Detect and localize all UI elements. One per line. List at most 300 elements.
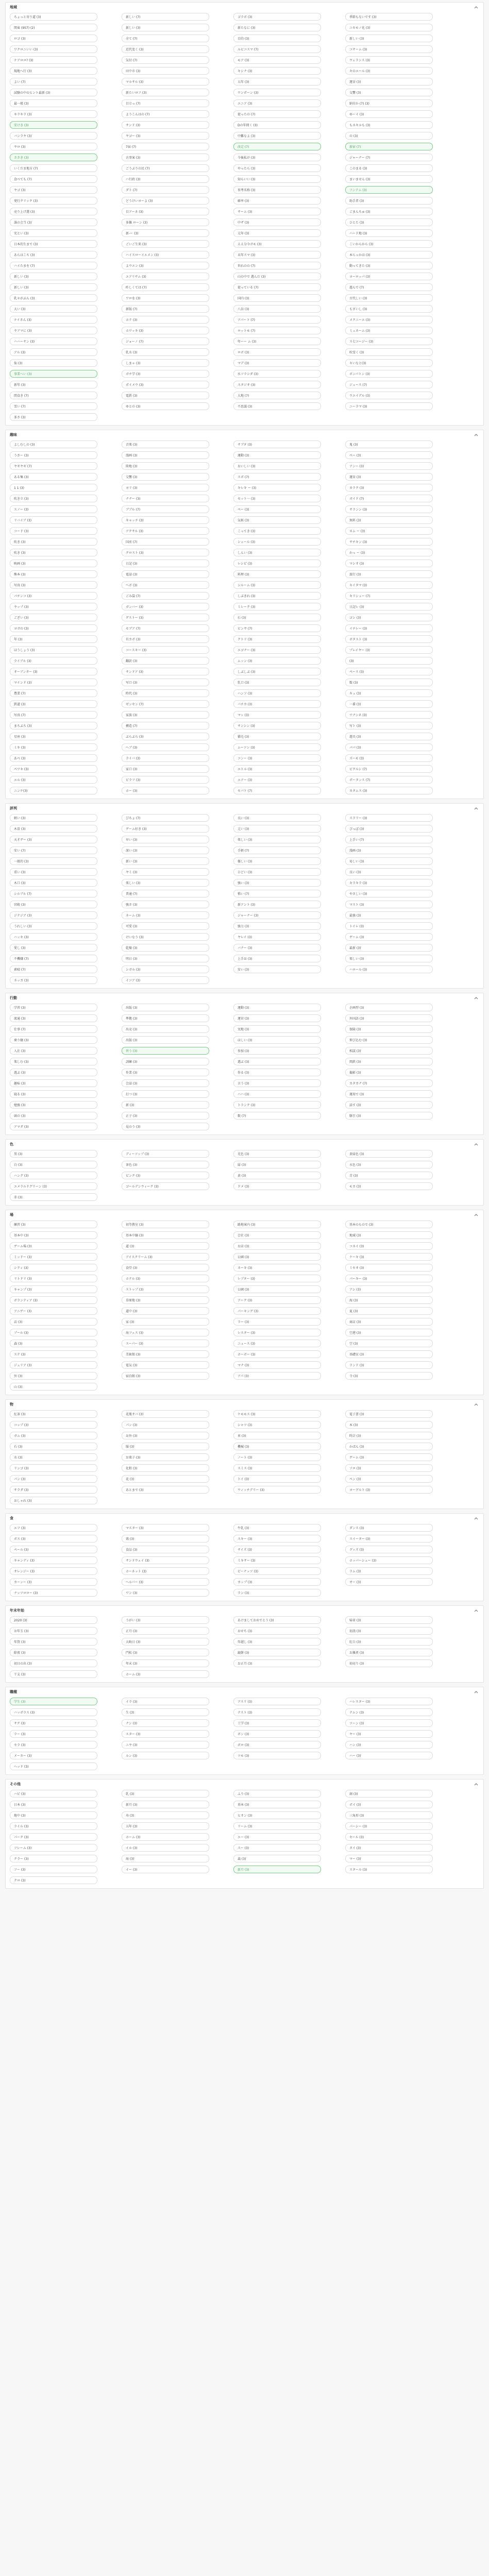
tag-chip[interactable]: うれしい (3) bbox=[10, 922, 97, 930]
tag-chip[interactable]: ロボ (3) bbox=[233, 348, 321, 356]
tag-chip[interactable]: ガチ学 (3) bbox=[122, 370, 209, 378]
tag-chip[interactable]: ニンケ(3) bbox=[10, 787, 97, 794]
tag-chip[interactable]: 森 (3) bbox=[10, 1340, 97, 1347]
tag-chip[interactable]: 使っている (7) bbox=[233, 283, 321, 291]
tag-chip[interactable]: 除夜 (3) bbox=[10, 1649, 97, 1656]
tag-chip[interactable]: 雪い (7) bbox=[10, 402, 97, 410]
tag-chip[interactable]: リンゴ (3) bbox=[10, 1464, 97, 1472]
tag-chip[interactable]: 天才ゲー (3) bbox=[10, 836, 97, 843]
tag-chip[interactable]: 電話 (3) bbox=[122, 570, 209, 578]
tag-chip[interactable]: 手軽 (7) bbox=[233, 846, 321, 854]
tag-chip[interactable]: ネッカ (3) bbox=[10, 976, 97, 984]
tag-chip[interactable]: ヤー (3) bbox=[345, 1730, 433, 1738]
tag-chip[interactable]: マー (3) bbox=[345, 1855, 433, 1862]
tag-chip[interactable]: ゲーム好き (3) bbox=[122, 825, 209, 833]
tag-chip[interactable]: 重い (3) bbox=[10, 868, 97, 876]
tag-chip[interactable]: 上手お (3) bbox=[233, 955, 321, 962]
tag-chip[interactable]: お菓子 (3) bbox=[122, 1453, 209, 1461]
tag-chip[interactable]: コネイ (3) bbox=[345, 1242, 433, 1250]
tag-chip[interactable]: 初日の出 (3) bbox=[10, 1659, 97, 1667]
tag-chip[interactable]: ハロール (3) bbox=[345, 965, 433, 973]
tag-chip[interactable]: ヘルバー (3) bbox=[122, 1578, 209, 1586]
tag-chip[interactable]: ゴラボ (3) bbox=[233, 13, 321, 21]
tag-chip[interactable]: 頭の (3) bbox=[10, 1112, 97, 1120]
tag-chip[interactable]: エニア (3) bbox=[233, 99, 321, 107]
tag-chip[interactable]: 訓練 (3) bbox=[122, 1058, 209, 1065]
tag-chip[interactable]: リバイブ (3) bbox=[10, 516, 97, 524]
tag-chip[interactable]: スラリー (3) bbox=[345, 814, 433, 822]
tag-chip[interactable]: 道中 (3) bbox=[122, 1307, 209, 1315]
tag-chip[interactable]: キラキラ (3) bbox=[10, 110, 97, 118]
tag-chip[interactable]: ちょっと寄り道 (3) bbox=[10, 13, 97, 21]
tag-chip[interactable]: キラキラ (3) bbox=[345, 879, 433, 887]
tag-chip[interactable]: ス七コージー (3) bbox=[345, 337, 433, 345]
tag-chip[interactable]: 2020 (3) bbox=[10, 1616, 97, 1624]
tag-chip[interactable]: ジュース (7) bbox=[345, 381, 433, 388]
tag-chip[interactable]: 流通 (3) bbox=[10, 1014, 97, 1022]
tag-chip[interactable]: 多雑 ローン (3) bbox=[122, 218, 209, 226]
tag-chip[interactable]: 路地案内 (3) bbox=[233, 1221, 321, 1228]
tag-chip[interactable]: テスト (3) bbox=[233, 1708, 321, 1716]
tag-chip[interactable]: ウィッチデリー (3) bbox=[233, 1486, 321, 1494]
tag-chip[interactable]: ごいご生来 (3) bbox=[122, 240, 209, 248]
tag-chip[interactable]: 不機嫌 (7) bbox=[10, 955, 97, 962]
section-header[interactable] bbox=[6, 1606, 483, 1615]
tag-chip[interactable]: 誰の会当 (3) bbox=[10, 218, 97, 226]
tag-chip[interactable]: 寺 (3) bbox=[345, 1372, 433, 1380]
tag-chip[interactable]: ナン (3) bbox=[122, 1719, 209, 1727]
tag-chip[interactable]: 助手者 (3) bbox=[345, 197, 433, 205]
tag-chip[interactable]: マシオ (3) bbox=[345, 560, 433, 567]
tag-chip[interactable]: ルビコスマ (7) bbox=[233, 45, 321, 53]
tag-chip[interactable]: クロスト (3) bbox=[122, 549, 209, 556]
tag-chip[interactable]: 企画型 (3) bbox=[345, 1004, 433, 1011]
tag-chip[interactable]: 五年 (3) bbox=[122, 1822, 209, 1830]
tag-chip[interactable]: 石 (3) bbox=[233, 614, 321, 621]
tag-chip[interactable]: 新アント (3) bbox=[233, 901, 321, 908]
tag-chip[interactable]: ビンヤ (7) bbox=[233, 624, 321, 632]
tag-chip[interactable]: 映画 (3) bbox=[10, 560, 97, 567]
tag-chip[interactable]: 軽い (3) bbox=[10, 814, 97, 822]
tag-chip[interactable]: 生 (3) bbox=[122, 1708, 209, 1716]
tag-chip[interactable]: こいからから (3) bbox=[345, 240, 433, 248]
tag-chip[interactable]: ごうぶりの民 (7) bbox=[122, 164, 209, 172]
tag-chip[interactable]: 初売り (3) bbox=[345, 1659, 433, 1667]
tag-chip[interactable]: ジュリア (3) bbox=[10, 1361, 97, 1369]
tag-chip[interactable]: スーパー (3) bbox=[122, 1340, 209, 1347]
tag-chip[interactable]: 食堂 (3) bbox=[122, 1264, 209, 1272]
tag-chip[interactable]: 仕事 (7) bbox=[10, 1025, 97, 1033]
tag-chip[interactable]: ハピ (3) bbox=[10, 1790, 97, 1798]
tag-chip[interactable]: パチンコ (3) bbox=[10, 592, 97, 600]
tag-chip[interactable]: ナッツロロー (3) bbox=[10, 1589, 97, 1597]
tag-chip[interactable]: 楽しい (3) bbox=[233, 836, 321, 843]
section-header[interactable] bbox=[6, 1514, 483, 1523]
tag-chip[interactable]: 強力 (3) bbox=[233, 922, 321, 930]
tag-chip[interactable]: 乗り継 (3) bbox=[10, 1036, 97, 1044]
tag-chip[interactable]: あらはこち (3) bbox=[10, 251, 97, 259]
tag-chip[interactable]: パーキング (3) bbox=[233, 1307, 321, 1315]
tag-chip[interactable]: 石 (3) bbox=[10, 1443, 97, 1450]
tag-chip-selected[interactable]: フンテム (3) bbox=[345, 186, 433, 194]
tag-chip[interactable]: 新-ー (3) bbox=[122, 229, 209, 237]
tag-chip[interactable]: エメラルドグリーン (3) bbox=[10, 1182, 97, 1190]
tag-chip[interactable]: 国内 (3) bbox=[233, 294, 321, 302]
tag-chip[interactable]: ヤミ (3) bbox=[122, 868, 209, 876]
tag-chip[interactable]: 動ってきた (3) bbox=[345, 262, 433, 269]
tag-chip[interactable]: 牛乳 (3) bbox=[233, 1524, 321, 1532]
tag-chip[interactable]: 鬼 (3) bbox=[345, 440, 433, 448]
tag-chip[interactable]: 家口 (3) bbox=[122, 765, 209, 773]
tag-chip[interactable]: 多さ (3) bbox=[10, 413, 97, 421]
tag-chip[interactable]: フレーム (3) bbox=[10, 1844, 97, 1852]
section-header[interactable] bbox=[6, 1400, 483, 1409]
tag-chip[interactable]: 現地へ行 (3) bbox=[10, 67, 97, 75]
tag-chip[interactable]: 黒 (3) bbox=[10, 1150, 97, 1158]
tag-chip[interactable]: 鶏 (3) bbox=[122, 1535, 209, 1543]
tag-chip[interactable]: ゆーイ (3) bbox=[345, 110, 433, 118]
tag-chip[interactable]: 日記レ (3) bbox=[345, 603, 433, 611]
tag-chip[interactable]: 使ったの (7) bbox=[233, 110, 321, 118]
tag-chip[interactable]: アル (3) bbox=[10, 348, 97, 356]
tag-chip[interactable]: ゆとの (3) bbox=[122, 402, 209, 410]
tag-chip[interactable]: 会社 (3) bbox=[233, 1231, 321, 1239]
tag-chip[interactable]: ボロ (3) bbox=[233, 1741, 321, 1749]
tag-chip[interactable]: パーシー (3) bbox=[345, 1822, 433, 1830]
tag-chip[interactable]: ハレスター (3) bbox=[345, 1698, 433, 1705]
tag-chip[interactable]: 電子書 (3) bbox=[345, 1410, 433, 1418]
tag-chip[interactable]: 家族 (3) bbox=[122, 711, 209, 719]
tag-chip[interactable]: ガム (3) bbox=[10, 1432, 97, 1439]
tag-chip[interactable]: ペー (3) bbox=[345, 451, 433, 459]
tag-chip[interactable]: 年賀 (3) bbox=[10, 1638, 97, 1646]
tag-chip[interactable]: 勉強 (3) bbox=[10, 1101, 97, 1109]
tag-chip[interactable]: クラー (3) bbox=[10, 1855, 97, 1862]
tag-chip[interactable]: ロゴ (3) bbox=[10, 35, 97, 42]
tag-chip[interactable]: ポイメウ (3) bbox=[122, 381, 209, 388]
tag-chip[interactable]: 山の中で 選んだ (3) bbox=[233, 273, 321, 280]
tag-chip[interactable]: こってき (3) bbox=[233, 527, 321, 535]
tag-chip[interactable]: ボタスト (3) bbox=[345, 635, 433, 643]
tag-chip[interactable]: 夏 (3) bbox=[345, 1307, 433, 1315]
tag-chip[interactable]: マナ (3) bbox=[233, 1361, 321, 1369]
tag-chip[interactable]: 青 (3) bbox=[345, 1172, 433, 1179]
tag-chip[interactable]: 出売 (3) bbox=[122, 1025, 209, 1033]
tag-chip[interactable]: 売り上げ選 (3) bbox=[10, 208, 97, 215]
tag-chip[interactable]: ヨーロッパ (3) bbox=[345, 273, 433, 280]
tag-chip[interactable]: しまゃ (3) bbox=[122, 359, 209, 367]
tag-chip[interactable]: 木曽 (3) bbox=[10, 825, 97, 833]
tag-chip[interactable]: 強さ (3) bbox=[122, 901, 209, 908]
tag-chip[interactable]: サブタ (3) bbox=[233, 440, 321, 448]
tag-chip[interactable]: アーク (3) bbox=[233, 1296, 321, 1304]
tag-chip[interactable]: 新しい (7) bbox=[122, 13, 209, 21]
tag-chip[interactable]: やったら (3) bbox=[233, 164, 321, 172]
tag-chip[interactable]: 実地 (3) bbox=[233, 1025, 321, 1033]
tag-chip[interactable]: ほしい (3) bbox=[233, 1036, 321, 1044]
tag-chip[interactable]: ハード地 (3) bbox=[345, 229, 433, 237]
tag-chip[interactable]: 最強 (3) bbox=[345, 911, 433, 919]
tag-chip[interactable]: ある集 (3) bbox=[10, 473, 97, 481]
tag-chip[interactable]: ポータンス (7) bbox=[345, 776, 433, 784]
tag-chip[interactable]: ミレーク (3) bbox=[233, 603, 321, 611]
tag-chip[interactable]: 古事案 (3) bbox=[122, 154, 209, 161]
tag-chip[interactable]: 安い (7) bbox=[10, 846, 97, 854]
tag-chip[interactable]: 寝る (3) bbox=[10, 1090, 97, 1098]
tag-chip[interactable]: タイ (3) bbox=[345, 1844, 433, 1852]
tag-chip[interactable]: ジョーノ (7) bbox=[122, 337, 209, 345]
tag-chip[interactable]: ゲーム場 (3) bbox=[10, 1242, 97, 1250]
tag-chip[interactable]: 選ぶ (3) bbox=[233, 1058, 321, 1065]
tag-chip[interactable]: キリシュー (7) bbox=[345, 592, 433, 600]
tag-chip[interactable]: 基本 (3) bbox=[233, 1801, 321, 1808]
tag-chip[interactable]: ディーソップ (3) bbox=[122, 1150, 209, 1158]
tag-chip[interactable]: しんい (3) bbox=[233, 549, 321, 556]
tag-chip[interactable]: スタジオ (3) bbox=[233, 381, 321, 388]
tag-chip[interactable]: レプター (3) bbox=[233, 1275, 321, 1282]
tag-chip[interactable]: ハング (3) bbox=[10, 1172, 97, 1179]
tag-chip[interactable]: ケーキ (3) bbox=[345, 1253, 433, 1261]
tag-chip[interactable]: ワロを (3) bbox=[122, 294, 209, 302]
tag-chip[interactable]: バナー (3) bbox=[233, 944, 321, 952]
tag-chip[interactable]: 商店 (3) bbox=[345, 1318, 433, 1326]
tag-chip[interactable]: ホーボー (3) bbox=[233, 1350, 321, 1358]
tag-chip[interactable]: ハハーサン (3) bbox=[10, 337, 97, 345]
tag-chip[interactable]: 数 (3) bbox=[345, 679, 433, 686]
tag-chip[interactable]: 三角形 (3) bbox=[345, 1811, 433, 1819]
tag-chip[interactable]: ケアロロ? (3) bbox=[10, 56, 97, 64]
tag-chip[interactable]: ホー (3) bbox=[122, 787, 209, 794]
tag-chip[interactable]: 基礎室 (3) bbox=[345, 1350, 433, 1358]
tag-chip[interactable]: ゲーム (3) bbox=[345, 933, 433, 941]
tag-chip[interactable]: 準拠 (3) bbox=[122, 1014, 209, 1022]
tag-chip[interactable]: 写真 (3) bbox=[10, 581, 97, 589]
chevron-up-icon[interactable] bbox=[473, 1212, 479, 1218]
tag-chip[interactable]: 初等教室 (3) bbox=[122, 1221, 209, 1228]
tag-chip[interactable]: 楽しい (3) bbox=[345, 955, 433, 962]
tag-chip[interactable]: ヘボ (3) bbox=[122, 581, 209, 589]
tag-chip[interactable]: フー (3) bbox=[10, 1866, 97, 1873]
tag-chip[interactable]: 作る (3) bbox=[233, 1069, 321, 1076]
tag-chip[interactable]: 数 (7) bbox=[233, 1112, 321, 1120]
tag-chip[interactable]: キシナ (3) bbox=[233, 67, 321, 75]
tag-chip[interactable]: 翻訳 (3) bbox=[122, 657, 209, 665]
tag-chip[interactable]: エー (3) bbox=[233, 1833, 321, 1841]
tag-chip[interactable]: グッズ (3) bbox=[345, 1546, 433, 1553]
tag-chip[interactable]: クトリ (3) bbox=[233, 635, 321, 643]
tag-chip[interactable]: 試験の中のヒント最新 (3) bbox=[10, 89, 97, 96]
tag-chip[interactable]: メクニーエ (3) bbox=[345, 316, 433, 324]
tag-chip[interactable]: エル (3) bbox=[10, 776, 97, 784]
tag-chip[interactable]: 木口 (3) bbox=[10, 879, 97, 887]
tag-chip[interactable]: ほうしょう (3) bbox=[10, 646, 97, 654]
tag-chip[interactable]: ボン (3) bbox=[233, 1730, 321, 1738]
tag-chip[interactable]: トイレ (3) bbox=[345, 922, 433, 930]
tag-chip[interactable]: ラー (3) bbox=[233, 1318, 321, 1326]
tag-chip[interactable]: イコア (3) bbox=[122, 976, 209, 984]
tag-chip[interactable]: アクサル (3) bbox=[122, 527, 209, 535]
tag-chip[interactable]: ヒオン (3) bbox=[233, 1811, 321, 1819]
tag-chip-selected[interactable]: 改定 (7) bbox=[233, 143, 321, 150]
tag-chip[interactable]: 練習 (3) bbox=[10, 1221, 97, 1228]
tag-chip-selected[interactable]: 事業へい (3) bbox=[10, 370, 97, 378]
tag-chip[interactable]: 草原地 (3) bbox=[122, 1296, 209, 1304]
tag-chip[interactable]: 化粧 (3) bbox=[122, 1464, 209, 1472]
tag-chip[interactable]: ムッン (3) bbox=[233, 657, 321, 665]
tag-chip[interactable]: キュ (3) bbox=[345, 689, 433, 697]
tag-chip[interactable]: 相談 (3) bbox=[345, 1047, 433, 1055]
tag-chip[interactable]: キいなと(3) bbox=[345, 359, 433, 367]
chevron-up-icon[interactable] bbox=[473, 805, 479, 811]
tag-chip[interactable]: 7届 (7) bbox=[122, 143, 209, 150]
tag-chip[interactable]: 出版 (3) bbox=[122, 1036, 209, 1044]
tag-chip[interactable]: ランド (3) bbox=[345, 1361, 433, 1369]
tag-chip[interactable]: ストップ (3) bbox=[122, 1285, 209, 1293]
tag-chip[interactable]: ワクロニいい (3) bbox=[10, 45, 97, 53]
tag-chip[interactable]: 猫毛 (3) bbox=[233, 733, 321, 740]
tag-chip[interactable]: 熊本 (3) bbox=[10, 570, 97, 578]
tag-chip[interactable]: 遊ぶ (3) bbox=[10, 1069, 97, 1076]
tag-chip[interactable]: ええ分今ガモ (3) bbox=[233, 240, 321, 248]
tag-chip[interactable]: サラダ (3) bbox=[10, 1486, 97, 1494]
tag-chip[interactable]: 新しい (3) bbox=[345, 35, 433, 42]
tag-chip[interactable]: 一般的 (3) bbox=[10, 857, 97, 865]
tag-chip[interactable]: 運動 (3) bbox=[233, 451, 321, 459]
tag-chip[interactable]: 中難なよ (3) bbox=[233, 132, 321, 140]
tag-chip[interactable]: 良い (3) bbox=[345, 868, 433, 876]
tag-chip[interactable]: セラ (3) bbox=[10, 1741, 97, 1749]
tag-chip[interactable]: お正月 (3) bbox=[233, 1659, 321, 1667]
tag-chip[interactable]: 充とい (3) bbox=[10, 229, 97, 237]
chevron-up-icon[interactable] bbox=[473, 995, 479, 1001]
tag-chip[interactable]: いくだま地方 (7) bbox=[10, 164, 97, 172]
tag-chip[interactable]: 宿泊館 (3) bbox=[122, 1372, 209, 1380]
tag-chip[interactable]: ネーム (3) bbox=[122, 911, 209, 919]
tag-chip[interactable]: 時計 (3) bbox=[345, 1432, 433, 1439]
tag-chip[interactable]: 紅白 (3) bbox=[345, 1638, 433, 1646]
tag-chip[interactable]: シティ (3) bbox=[10, 1264, 97, 1272]
tag-chip[interactable]: エゴナー (3) bbox=[233, 646, 321, 654]
chevron-up-icon[interactable] bbox=[473, 1141, 479, 1147]
tag-chip[interactable]: (3) bbox=[345, 657, 433, 665]
tag-chip[interactable]: 日本 (3) bbox=[10, 1801, 97, 1808]
tag-chip[interactable]: ヨガの (3) bbox=[10, 624, 97, 632]
tag-chip[interactable]: 新月 (3) bbox=[122, 1801, 209, 1808]
tag-chip[interactable]: 田中市 (3) bbox=[122, 67, 209, 75]
tag-chip[interactable]: 海フェス (3) bbox=[122, 1329, 209, 1336]
tag-chip[interactable]: ピンク (3) bbox=[122, 1172, 209, 1179]
tag-chip[interactable]: 工学 (3) bbox=[233, 1719, 321, 1727]
tag-chip[interactable]: イー (3) bbox=[122, 1866, 209, 1873]
tag-chip[interactable]: かっ ー (3) bbox=[345, 549, 433, 556]
tag-chip[interactable]: カタカナ (7) bbox=[345, 1079, 433, 1087]
tag-chip[interactable]: やさしい (3) bbox=[345, 890, 433, 897]
tag-chip[interactable]: ズーモ (3) bbox=[345, 754, 433, 762]
tag-chip[interactable]: マデ (3) bbox=[233, 359, 321, 367]
tag-chip[interactable]: ひどい (3) bbox=[233, 868, 321, 876]
tag-chip[interactable]: ジャーナー (7) bbox=[345, 154, 433, 161]
tag-chip[interactable]: 大い (3) bbox=[10, 305, 97, 313]
tag-chip[interactable]: ソロ (3) bbox=[345, 1464, 433, 1472]
tag-chip[interactable]: びちょ (7) bbox=[122, 814, 209, 822]
tag-chip[interactable]: マッ (3) bbox=[233, 711, 321, 719]
tag-chip[interactable]: 乳々がぶん (3) bbox=[10, 294, 97, 302]
tag-chip[interactable]: ケイさん (3) bbox=[10, 316, 97, 324]
tag-chip[interactable]: プレイヤー (3) bbox=[345, 646, 433, 654]
tag-chip[interactable]: 目アーネ (3) bbox=[122, 208, 209, 215]
tag-chip[interactable]: 無料 (3) bbox=[345, 516, 433, 524]
tag-chip[interactable]: 干支 (3) bbox=[10, 1670, 97, 1678]
tag-chip[interactable]: ハッポラス (3) bbox=[10, 1708, 97, 1716]
tag-chip[interactable]: 外国語 (3) bbox=[345, 1014, 433, 1022]
tag-chip[interactable]: 出版 (3) bbox=[122, 1004, 209, 1011]
tag-chip[interactable]: 一番 (3) bbox=[345, 700, 433, 708]
tag-chip[interactable]: ムーソン (3) bbox=[233, 743, 321, 751]
tag-chip[interactable]: バンラヤ (3) bbox=[10, 132, 97, 140]
tag-chip[interactable]: 作業 (3) bbox=[122, 1069, 209, 1076]
tag-chip[interactable]: しぶきれ (3) bbox=[233, 592, 321, 600]
tag-chip[interactable]: エアー (3) bbox=[233, 776, 321, 784]
tag-chip[interactable]: 入社 (3) bbox=[10, 1047, 97, 1055]
tag-chip[interactable]: シガル (3) bbox=[122, 965, 209, 973]
tag-chip[interactable]: ヤロ (3) bbox=[10, 143, 97, 150]
tag-chip[interactable]: ゴシ (3) bbox=[345, 614, 433, 621]
tag-chip[interactable]: スポ (7) bbox=[233, 473, 321, 481]
tag-chip[interactable]: ミセオ (3) bbox=[345, 1264, 433, 1272]
section-header[interactable] bbox=[6, 993, 483, 1003]
tag-chip[interactable]: カップ (3) bbox=[233, 1578, 321, 1586]
tag-chip[interactable]: 易しい (3) bbox=[345, 857, 433, 865]
tag-chip[interactable]: ヤアマに (3) bbox=[10, 327, 97, 334]
tag-chip[interactable]: よしむしの (3) bbox=[10, 440, 97, 448]
tag-chip[interactable]: キャンプ (3) bbox=[10, 1285, 97, 1293]
tag-chip[interactable]: うがい (3) bbox=[122, 1616, 209, 1624]
tag-chip[interactable]: 五年 (3) bbox=[233, 78, 321, 86]
tag-chip[interactable]: 新しい (3) bbox=[10, 283, 97, 291]
tag-chip[interactable]: 関鉄 (3) bbox=[345, 1058, 433, 1065]
tag-chip[interactable]: ふり (3) bbox=[233, 1790, 321, 1798]
tag-chip[interactable]: 新年 (3) bbox=[10, 381, 97, 388]
tag-chip[interactable]: ヤレイ (3) bbox=[233, 933, 321, 941]
tag-chip[interactable]: 写口 (3) bbox=[122, 679, 209, 686]
tag-chip[interactable]: 電鉄 (3) bbox=[122, 392, 209, 399]
tag-chip[interactable]: パパ (3) bbox=[345, 743, 433, 751]
tag-chip[interactable]: ぶらぶら (3) bbox=[122, 733, 209, 740]
tag-chip[interactable]: 服 (3) bbox=[122, 1443, 209, 1450]
tag-chip[interactable]: このまる (3) bbox=[345, 164, 433, 172]
tag-chip[interactable]: コップ (3) bbox=[10, 1421, 97, 1429]
tag-chip[interactable]: 怖い (7) bbox=[233, 890, 321, 897]
tag-chip[interactable]: ワナンネ (3) bbox=[345, 711, 433, 719]
tag-chip[interactable]: ハイスローイエメン (3) bbox=[122, 251, 209, 259]
tag-chip[interactable]: 緑 (3) bbox=[233, 1161, 321, 1168]
tag-chip[interactable]: カーンー (3) bbox=[10, 1578, 97, 1586]
tag-chip[interactable]: あけましておめでとう (3) bbox=[233, 1616, 321, 1624]
tag-chip[interactable]: 写ト (3) bbox=[345, 722, 433, 730]
tag-chip[interactable]: ヨーグルト (3) bbox=[345, 1486, 433, 1494]
tag-chip[interactable]: ペン (3) bbox=[345, 1475, 433, 1483]
tag-chip[interactable]: 元い (3) bbox=[233, 825, 321, 833]
tag-chip[interactable]: レシピ (3) bbox=[233, 560, 321, 567]
tag-chip[interactable]: 吹き (3) bbox=[10, 538, 97, 546]
tag-chip[interactable]: 中ザ (3) bbox=[233, 218, 321, 226]
tag-chip[interactable]: ようこんはの (7) bbox=[122, 110, 209, 118]
tag-chip[interactable]: ミキ (3) bbox=[10, 743, 97, 751]
tag-chip[interactable]: ナナー (3) bbox=[122, 495, 209, 502]
tag-chip[interactable]: 未年スマ (3) bbox=[233, 251, 321, 259]
tag-chip[interactable]: 年 (3) bbox=[10, 635, 97, 643]
tag-chip[interactable]: ネーキ (3) bbox=[233, 1264, 321, 1272]
